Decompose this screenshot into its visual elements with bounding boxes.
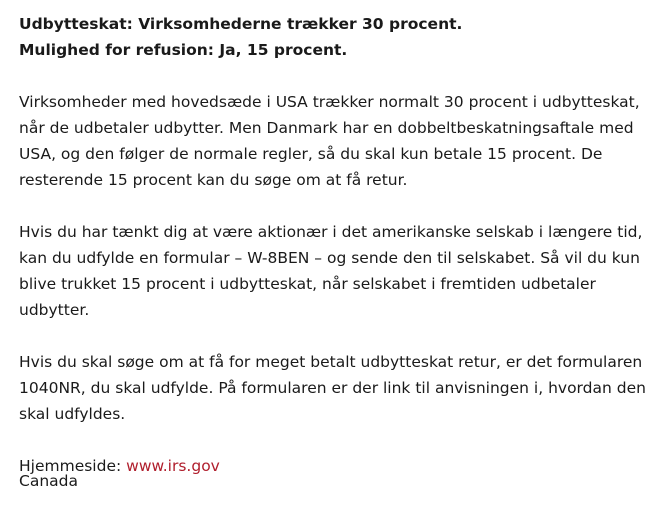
next-section-cutoff [19,466,78,490]
homepage-label: Hjemmeside: [19,457,127,475]
refund-heading: Mulighed for refusion: Ja, 15 procent. [19,41,348,59]
homepage-link[interactable]: www.irs.gov [126,457,220,475]
summary-headings [19,11,659,63]
paragraph-w8ben: Hvis du har tænkt dig at være aktionær i det amerikanske selskab i længere tid, kan du udfylde en formular – W-8BEN – og sende den til selskabet. Så vil du kun blive trukket 15 procent i udbytteskat, når selskabet i fremtiden udbetaler udbytter. [19,223,643,319]
article-body [19,11,659,505]
paragraph-1040nr: Hvis du skal søge om at få for meget betalt udbytteskat retur, er det formularen 1040NR, du skal udfylde. På formularen er der link til anvisningen i, hvordan den skal udfyldes. [19,353,646,423]
next-section-heading: Canada [19,472,78,490]
dividend-tax-heading: Udbytteskat: Virksomhederne trækker 30 procent. [19,15,463,33]
homepage-line [19,453,659,479]
paragraph-dividend-tax: Virksomheder med hovedsæde i USA trækker normalt 30 procent i udbytteskat, når de udbetaler udbytter. Men Danmark har en dobbeltbeskatningsaftale med USA, og den følger de normale regler, så du skal kun betale 15 procent. De resterende 15 procent kan du søge om at få retur. [19,93,640,189]
